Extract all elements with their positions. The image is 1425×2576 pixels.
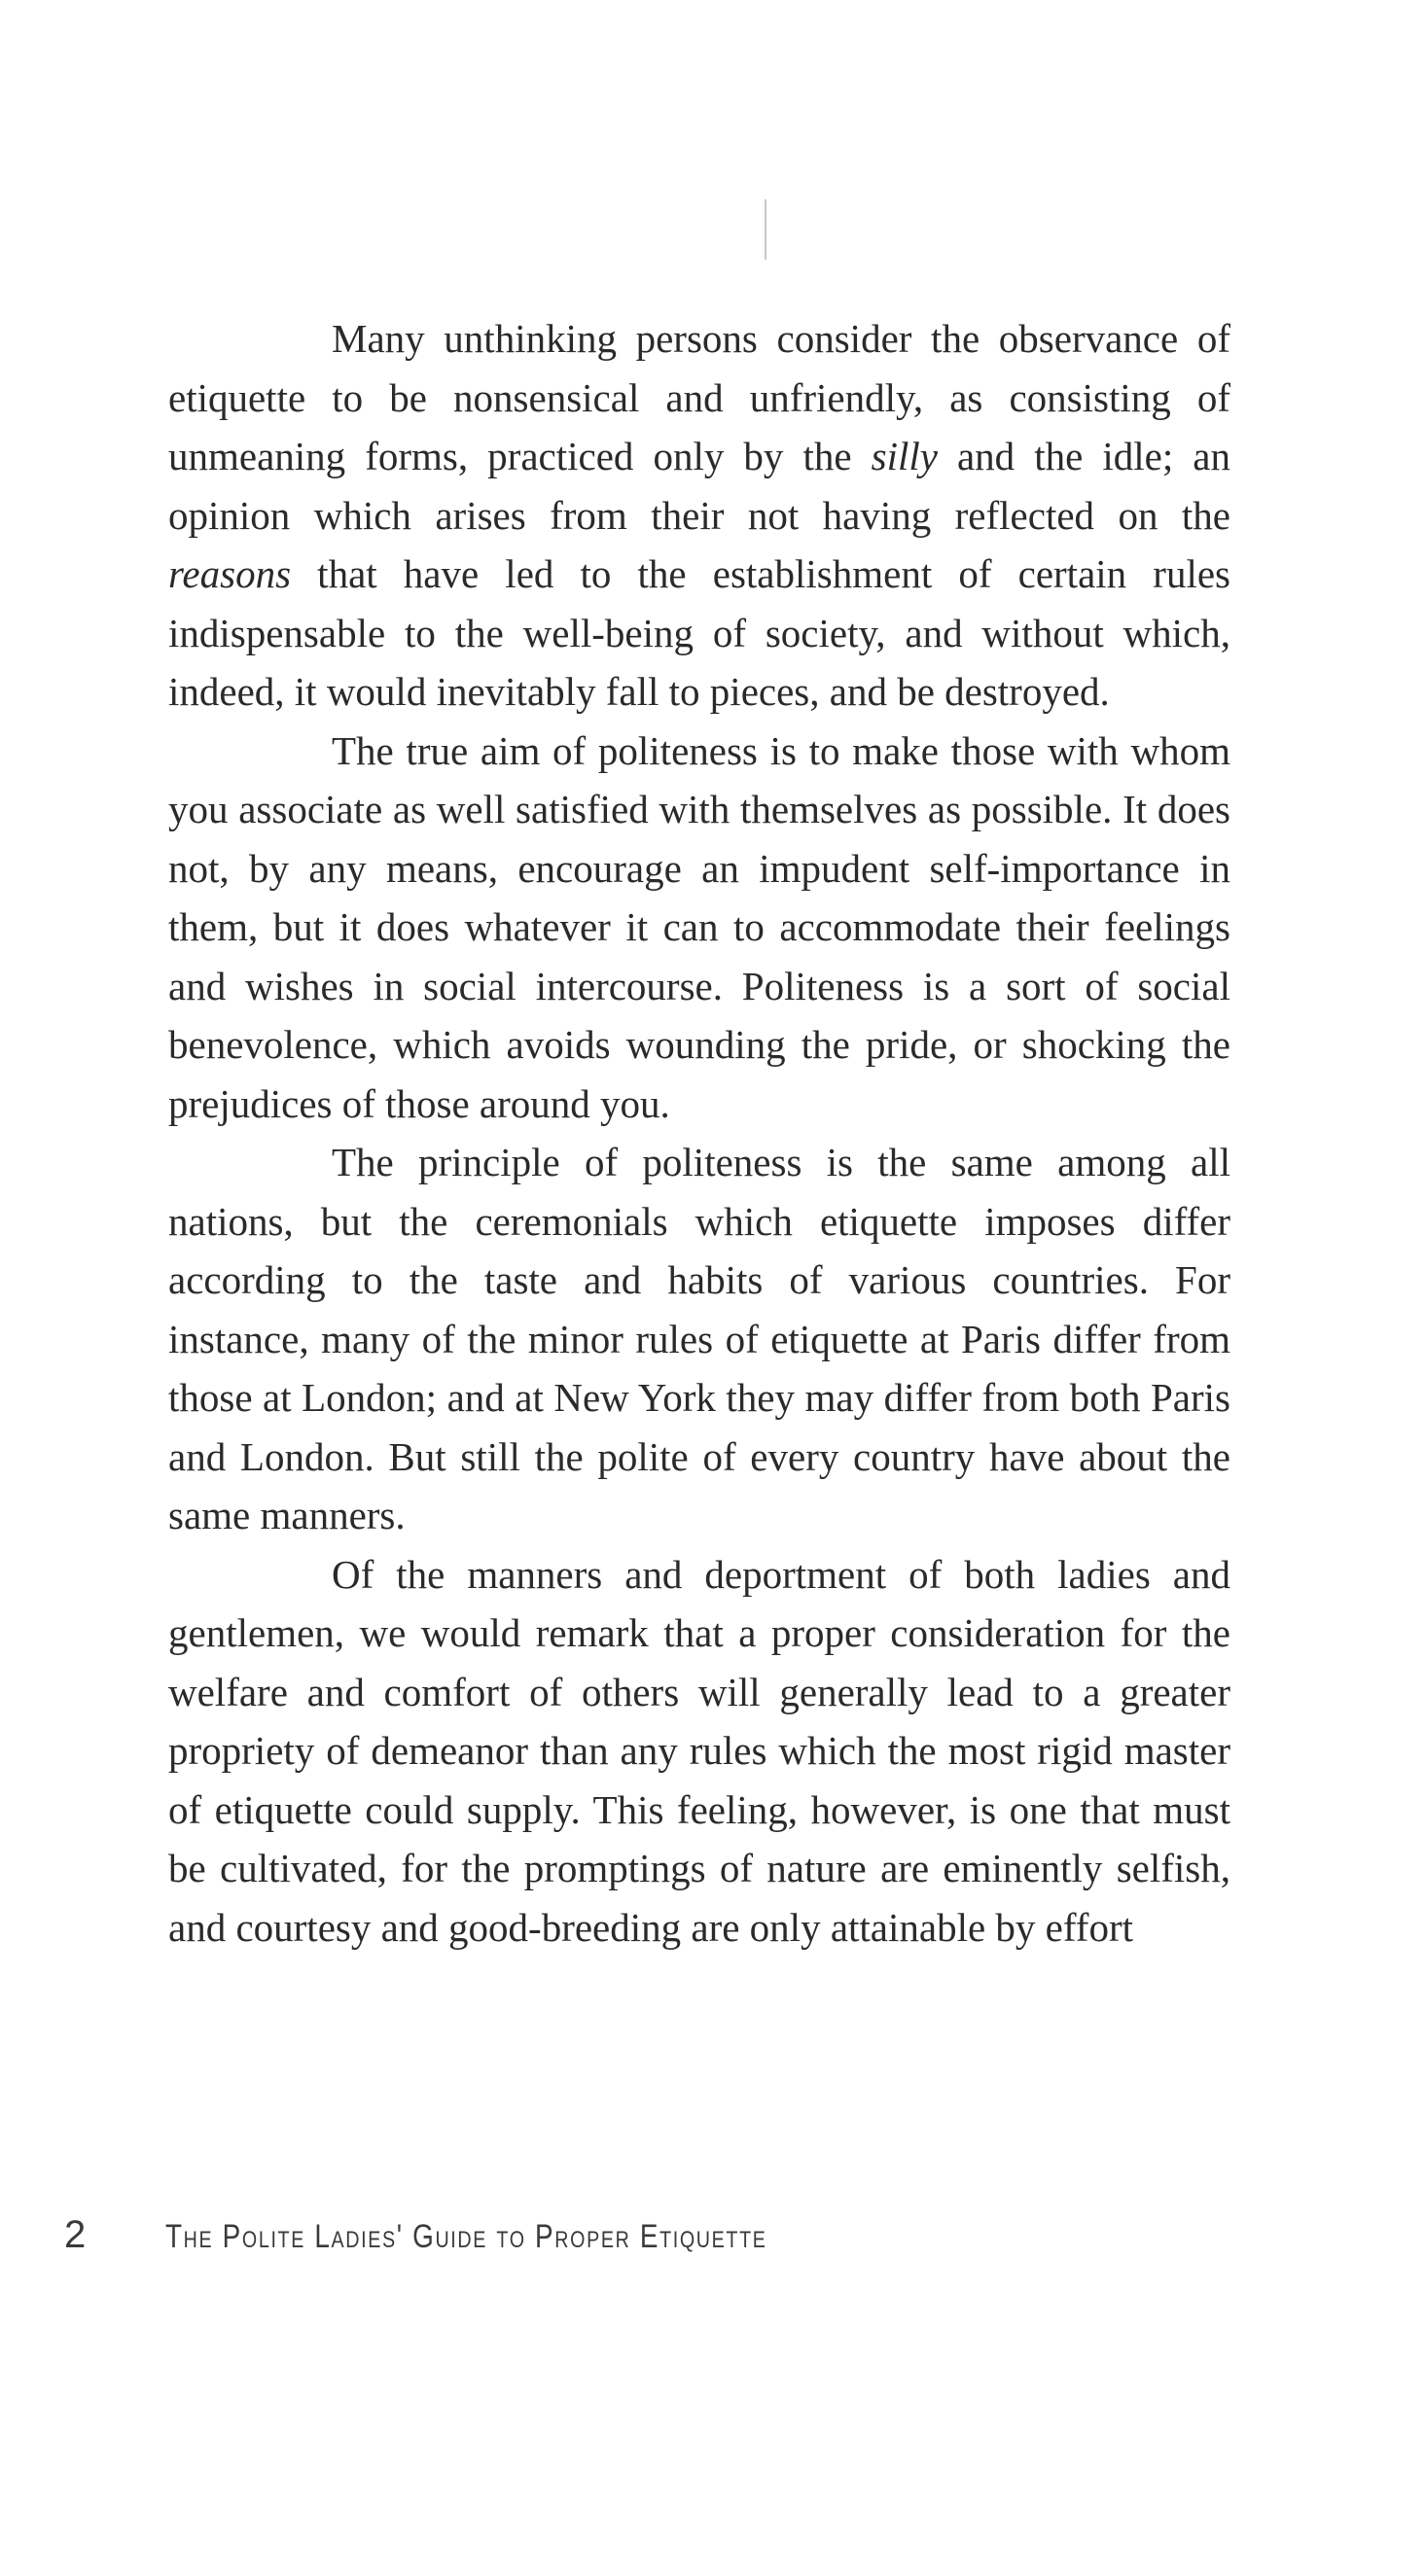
emphasis-reasons: reasons <box>168 551 292 596</box>
page-footer <box>64 2213 899 2257</box>
emphasis-silly: silly <box>871 434 938 478</box>
paragraph-aim-of-politeness: The true aim of politeness is to make those with whom you associate as well satisfied with themselves as possible. It does not, by any means, encourage an impudent self-importance in them, but it does whatever it can to accommodate their feelings and wishes in social intercourse. Politeness is a sort of social benevolence, which avoids wounding the pride, or shocking the prejudices of those around you. <box>168 727 1230 1126</box>
paragraph-principle-of-politeness: The principle of politeness is the same among all nations, but the ceremonials which etiquette imposes differ according to the taste and habits of various countries. For instance, many of the minor rules of etiquette at Paris differ from those at London; and at New York they may differ from both Paris and London. But still the polite of every country have about the same manners. <box>168 1140 1230 1537</box>
running-title: The Polite Ladies' Guide to Proper Etiquette <box>165 2218 767 2255</box>
page-number: 2 <box>64 2213 87 2256</box>
paragraph-manners-and-deportment: Of the manners and deportment of both ladies and gentlemen, we would remark that a proper consideration for the welfare and comfort of others will generally lead to a greater propriety of demeanor than any rules which the most rigid master of etiquette could supply. This feeling, however, is one that must be cultivated, for the promptings of nature are eminently selfish, and courtesy and good-breeding are only attainable by effort <box>168 1551 1230 1950</box>
paragraph-observance: Many unthinking persons consider the observance of etiquette to be nonsensical and unfriendly, as consisting of unmeaning forms, practiced only by the silly and the idle; an opinion which arises from their not having reflected on the reasons that have led to the establishment of certain rules indispensable to the well-being of society, and without which, indeed, it would inevitably fall to pieces, and be destroyed. <box>168 316 1230 714</box>
body-text <box>168 309 1230 1957</box>
scan-mark <box>765 199 766 260</box>
